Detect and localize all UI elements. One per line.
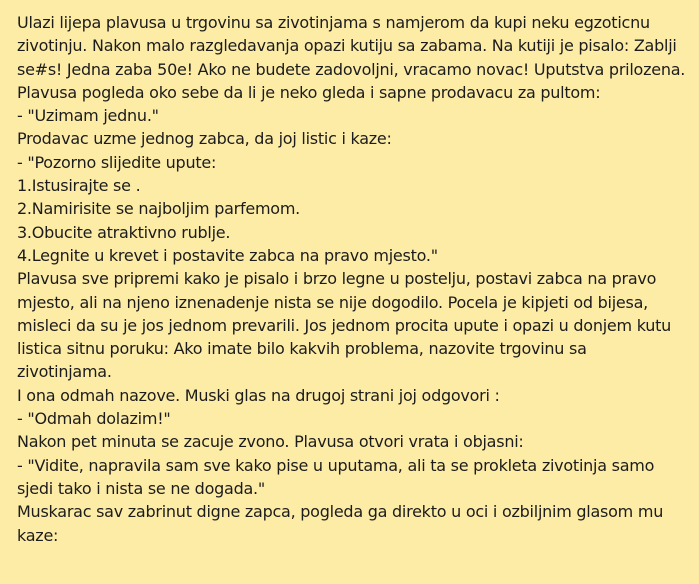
text-line: Ulazi lijepa plavusa u trgovinu sa zivotinjama s namjerom da kupi neku egzoticnu [17,13,650,32]
text-line: Muskarac sav zabrinut digne zapca, pogleda ga direkto u oci i ozbiljnim glasom mu [17,502,664,522]
text-line: misleci da su je jos jednom prevarili. Jos jednom procita upute i opazi u donjem kutu [17,315,672,335]
text-line: Prodavac uzme jednog zabca, da joj listic i kaze: [17,129,392,149]
text-line: mjesto, ali na njeno iznenadenje nista se nije dogodilo. Pocela je kipjeti od bijesa, [17,292,648,312]
text-line: - "Uzimam jednu." [17,106,159,126]
text-line: Nakon pet minuta se zacuje zvono. Plavusa otvori vrata i objasni: [17,432,524,452]
text-line: - "Pozorno slijedite upute: [17,152,217,172]
text-line: 1.Istusirajte se . [17,176,141,196]
text-line: 3.Obucite atraktivno rublje. [17,222,231,242]
text-line: I ona odmah nazove. Muski glas na drugoj strani joj odgovori : [17,385,500,405]
text-line: Plavusa sve pripremi kako je pisalo i brzo legne u postelju, postavi zabca na pravo [17,269,657,289]
text-line: listica sitnu poruku: Ako imate bilo kakvih problema, nazovite trgovinu sa [17,339,587,359]
text-line: kaze: [17,525,59,545]
text-line: - "Vidite, napravila sam sve kako pise u uputama, ali ta se prokleta zivotinja samo [17,455,655,475]
text-line: zivotinju. Nakon malo razgledavanja opazi kutiju sa zabama. Na kutiji je pisalo: Zablji [17,36,677,56]
text-line: sjedi tako i nista se ne dogada." [17,478,265,498]
text-line: se#s! Jedna zaba 50e! Ako ne budete zadovoljni, vracamo novac! Uputstva prilozena. [17,59,686,79]
text-line: Plavusa pogleda oko sebe da li je neko gleda i sapne prodavacu za pultom: [17,82,601,102]
text-line: zivotinjama. [17,362,112,382]
text-line: 4.Legnite u krevet i postavite zabca na pravo mjesto." [17,245,438,265]
text-line: - "Odmah dolazim!" [17,409,171,429]
text-line: 2.Namirisite se najboljim parfemom. [17,199,300,219]
